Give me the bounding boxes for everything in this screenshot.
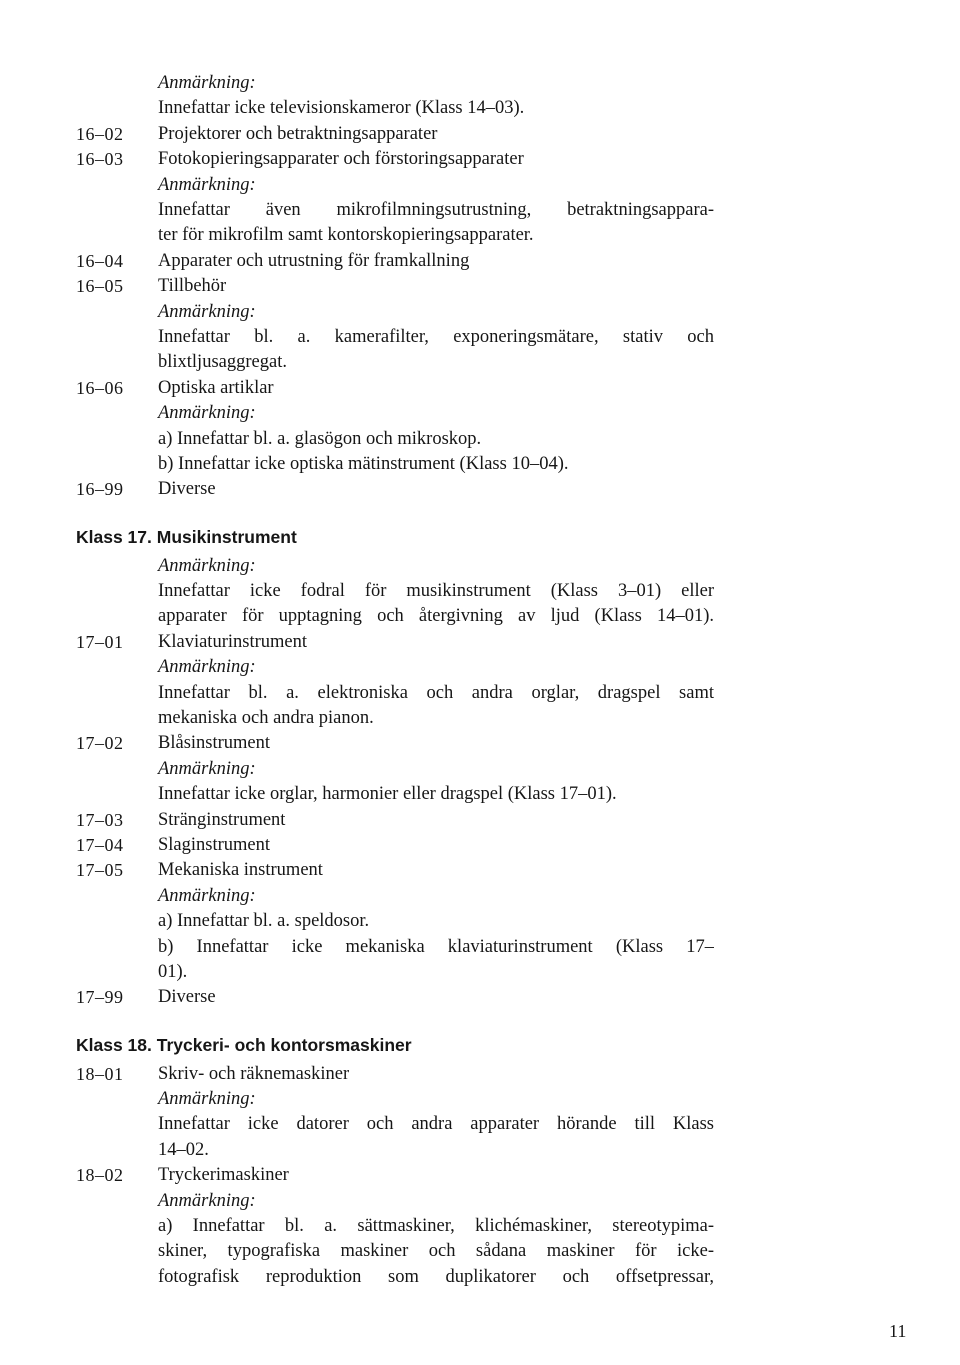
text-line <box>0 1213 960 1239</box>
text-line <box>0 1111 960 1137</box>
text-line <box>0 1264 960 1290</box>
entry-text: Stränginstrument <box>158 809 286 830</box>
entry-text: Skriv- och räknemaskiner <box>158 1063 350 1084</box>
entry-text: blixtljusaggregat. <box>158 352 287 373</box>
text-line <box>0 375 960 401</box>
entry-text: Innefattar även mikrofilmningsutrustning, betraktningsappara- <box>158 200 714 220</box>
text-line <box>0 451 960 477</box>
text-line <box>0 1137 960 1163</box>
entry-text: a) Innefattar bl. a. speldosor. <box>158 911 370 932</box>
entry-text: Innefattar icke datorer och andra apparater hörande till Klass <box>158 1114 714 1135</box>
entry-text: Optiska artiklar <box>158 377 274 398</box>
entry-text: Blåsinstrument <box>158 733 271 754</box>
page-number: 11 <box>889 1321 907 1341</box>
note-label: Anmärkning: <box>158 555 256 576</box>
text-line <box>0 349 960 375</box>
text-line <box>0 680 960 706</box>
note-label: Anmärkning: <box>158 301 256 322</box>
text-line <box>0 273 960 299</box>
note-label: Anmärkning: <box>158 1089 256 1109</box>
text-line <box>0 400 960 426</box>
class-code: 16–99 <box>76 479 124 500</box>
text-line <box>0 172 960 198</box>
text-line <box>0 222 960 248</box>
text-line <box>0 553 960 579</box>
entry-text: mekaniska och andra pianon. <box>158 708 374 728</box>
text-line <box>0 248 960 274</box>
entry-text: 01). <box>158 962 188 982</box>
class-code: 16–02 <box>76 123 124 144</box>
entry-text: Innefattar bl. a. kamerafilter, exponeringsmätare, stativ och <box>158 327 714 347</box>
class-code: 17–02 <box>76 733 124 754</box>
note-label: Anmärkning: <box>158 885 256 906</box>
text-line <box>0 807 960 833</box>
entry-text: Innefattar icke televisionskameror (Klass 14–03). <box>158 98 525 119</box>
entry-text: Innefattar icke orglar, harmonier eller dragspel (Klass 17–01). <box>158 784 617 805</box>
section-heading: Klass 18. Tryckeri- och kontorsmaskiner <box>76 1035 412 1056</box>
entry-text: apparater för upptagning och återgivning av ljud (Klass 14–01). <box>158 606 714 627</box>
text-line <box>0 578 960 604</box>
class-code: 18–01 <box>76 1063 124 1084</box>
text-line <box>0 984 960 1010</box>
text-line <box>0 70 960 96</box>
entry-text: a) Innefattar bl. a. sättmaskiner, klichémaskiner, stereotypima- <box>158 1216 714 1236</box>
text-line <box>0 1086 960 1112</box>
entry-text: b) Innefattar icke mekaniska klaviaturinstrument (Klass 17– <box>158 936 714 957</box>
note-label: Anmärkning: <box>158 403 256 424</box>
entry-text: Fotokopieringsapparater och förstoringsapparater <box>158 149 524 170</box>
text-line <box>0 883 960 909</box>
entry-text: Tillbehör <box>158 276 227 297</box>
class-code: 17–03 <box>76 809 124 830</box>
text-line <box>0 603 960 629</box>
text-line <box>0 95 960 121</box>
entry-text: skiner, typografiska maskiner och sådana maskiner för icke- <box>158 1241 714 1262</box>
class-code: 16–06 <box>76 377 124 398</box>
text-line <box>0 476 960 502</box>
section-heading: Klass 17. Musikinstrument <box>76 527 297 548</box>
note-label: Anmärkning: <box>158 73 256 93</box>
class-code: 16–05 <box>76 276 124 297</box>
class-code: 16–03 <box>76 149 124 170</box>
entry-text: Tryckerimaskiner <box>158 1165 289 1186</box>
text-line <box>0 730 960 756</box>
entry-text: Klaviaturinstrument <box>158 631 307 652</box>
text-line <box>0 324 960 350</box>
class-code: 17–05 <box>76 860 124 881</box>
entry-text: Mekaniska instrument <box>158 860 323 881</box>
entry-text: b) Innefattar icke optiska mätinstrument (Klass 10–04). <box>158 454 569 474</box>
text-line <box>0 1061 960 1087</box>
text-line <box>0 908 960 934</box>
text-line <box>0 121 960 147</box>
entry-text: Innefattar bl. a. elektroniska och andra orglar, dragspel samt <box>158 682 714 703</box>
entry-text: ter för mikrofilm samt kontorskopieringsapparater. <box>158 225 534 246</box>
class-code: 17–01 <box>76 631 124 652</box>
class-code: 17–99 <box>76 987 124 1008</box>
text-line <box>0 299 960 325</box>
text-line <box>0 146 960 172</box>
text-line <box>0 654 960 680</box>
text-line <box>0 756 960 782</box>
entry-text: Diverse <box>158 479 216 500</box>
text-line <box>0 629 960 655</box>
text-line <box>0 959 960 985</box>
note-label: Anmärkning: <box>158 1190 256 1211</box>
text-line <box>0 197 960 223</box>
entry-text: 14–02. <box>158 1139 209 1160</box>
note-label: Anmärkning: <box>158 174 256 195</box>
entry-text: Innefattar icke fodral för musikinstrument (Klass 3–01) eller <box>158 581 714 601</box>
text-line <box>0 705 960 731</box>
entry-text: a) Innefattar bl. a. glasögon och mikroskop. <box>158 428 482 449</box>
text-line <box>0 832 960 858</box>
class-code: 17–04 <box>76 835 124 855</box>
class-code: 18–02 <box>76 1165 124 1186</box>
text-line <box>0 1162 960 1188</box>
text-line <box>0 934 960 960</box>
entry-text: fotografisk reproduktion som duplikatorer och offsetpressar, <box>158 1266 714 1287</box>
text-line <box>0 426 960 452</box>
class-code: 16–04 <box>76 250 124 271</box>
note-label: Anmärkning: <box>158 758 256 779</box>
entry-text: Slaginstrument <box>158 835 271 855</box>
entry-text: Diverse <box>158 987 216 1008</box>
note-label: Anmärkning: <box>158 657 256 678</box>
entry-text: Apparater och utrustning för framkallning <box>158 250 470 271</box>
text-line <box>0 1188 960 1214</box>
text-line <box>0 781 960 807</box>
entry-text: Projektorer och betraktningsapparater <box>158 123 438 144</box>
text-line <box>0 857 960 883</box>
text-line <box>0 1238 960 1264</box>
